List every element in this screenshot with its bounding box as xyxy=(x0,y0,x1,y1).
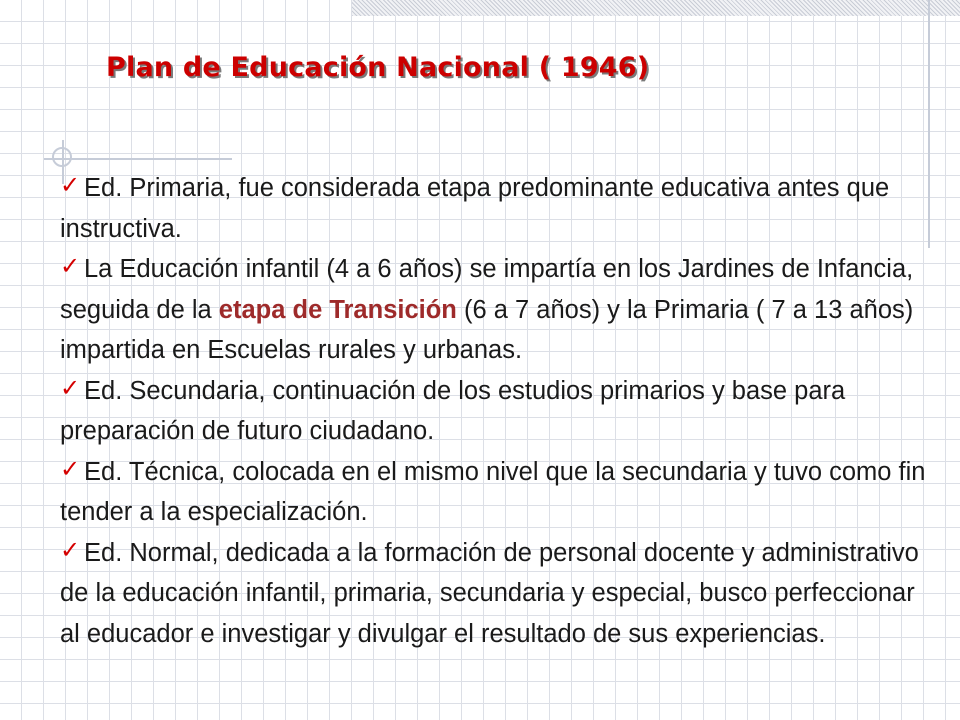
checkmark-icon: ✓ xyxy=(60,252,81,280)
bullet-text: Ed. Técnica, colocada en el mismo nivel que la secundaria y tuvo como fin tender a la especialización. xyxy=(60,457,926,526)
slide-title: Plan de Educación Nacional ( 1946) xyxy=(106,52,650,83)
bullet-list xyxy=(60,168,930,654)
decorative-circle xyxy=(52,147,72,167)
checkmark-icon: ✓ xyxy=(60,171,81,199)
bullet-text: Ed. Secundaria, continuación de los estudios primarios y base para preparación de futuro ciudadano. xyxy=(60,376,846,445)
bullet-item-primaria xyxy=(60,168,930,249)
bullet-text-continued: (6 a 7 años) y la Primaria ( 7 a 13 años) impartida en Escuelas rurales y urbanas. xyxy=(60,295,914,364)
bullet-item-normal xyxy=(60,533,930,655)
bullet-item-infantil xyxy=(60,249,930,371)
checkmark-icon: ✓ xyxy=(60,454,81,483)
bullet-text: Ed. Primaria, fue considerada etapa predominante educativa antes que instructiva. xyxy=(60,174,890,243)
decorative-horizontal-line xyxy=(44,158,232,160)
checkmark-icon: ✓ xyxy=(60,535,81,564)
bullet-text: La Educación infantil (4 a 6 años) se impartía en los Jardines de Infancia, seguida de la xyxy=(60,255,914,324)
bullet-item-secundaria xyxy=(60,371,930,452)
highlight-text: etapa de Transición xyxy=(218,295,457,324)
bullet-item-tecnica xyxy=(60,452,930,533)
decorative-pattern-strip xyxy=(352,0,960,16)
checkmark-icon: ✓ xyxy=(60,373,81,402)
bullet-text: Ed. Normal, dedicada a la formación de personal docente y administrativo de la educación infantil, primaria, secundaria y especial, busco perfeccionar al educador e investigar y divulgar el resultado de sus experiencias. xyxy=(60,538,919,648)
